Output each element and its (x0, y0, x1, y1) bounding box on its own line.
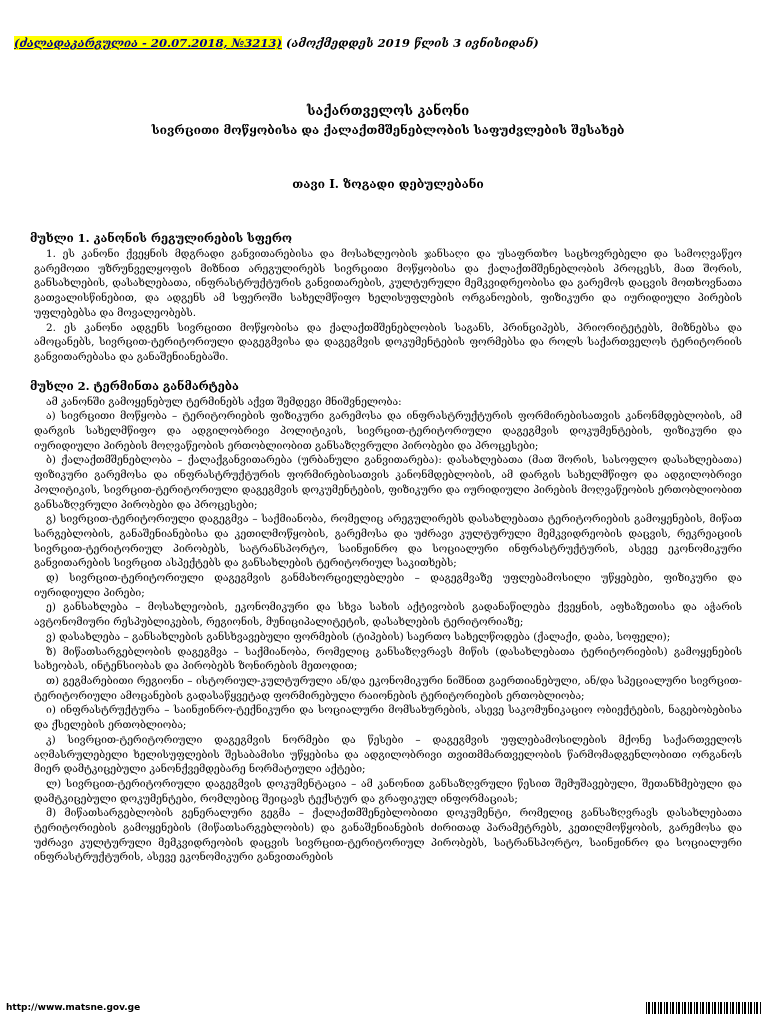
article-paragraph: ამ კანონში გამოყენებულ ტერმინებს აქვთ შემდეგი მნიშვნელობა: (46, 395, 402, 408)
definition-item: ზ) მიწათსარგებლობის დაგეგმვა – საქმიანობა, რომელიც განსაზღვრავს მიწის (დასახლებათა ტერიტორიების) გამოყენების სახეობას, ინტენსიობას და პირობებს ზონირების მეთოდით; (34, 645, 742, 673)
effective-date-note: (ამოქმედდეს 2019 წლის 3 ივნისიდან) (281, 36, 539, 50)
article-2 (30, 378, 742, 866)
footer-url[interactable]: http://www.matsne.gov.ge (6, 1003, 141, 1013)
article-heading: მუხლი 2. ტერმინთა განმარტება (30, 378, 239, 393)
article-1 (30, 231, 742, 365)
publication-note (14, 36, 742, 50)
barcode (646, 1002, 762, 1014)
definition-item: თ) გეგმარებითი რეგიონი – ისტორიულ-კულტურული ან/და ეკონომიკური ნიშნით გაერთიანებული, ან/და სპეციალური სივრცით-ტერიტორიული ამოცანების გადასაწყვეტად ფორმირებული რაიონების ტერიტორიების ერთობლიობა; (34, 674, 742, 702)
document-page (14, 36, 742, 865)
definition-item: ა) სივრცითი მოწყობა – ტერიტორიების ფიზიკური გარემოსა და ინფრასტრუქტურის ფორმირებისათვის კანონმდებლობის, ამ დარგის სახელმწიფო და ადგილობრივი პოლიტიკის, სივრცით-ტერიტორიული დაგეგმვის დოკუმენტების, ფიზიკური და იურიდიული პირების მოღვაწეობის ერთობლიობით განსაზღვრული პირობები და პროცესები; (34, 410, 742, 452)
definition-item: დ) სივრცით-ტერიტორიული დაგეგმვის განმახორციელებლები – დაგეგმვაზე უფლებამოსილი უწყებები, ფიზიკური და იურიდიული პირები; (34, 572, 742, 599)
definition-item: გ) სივრცით-ტერიტორიული დაგეგმვა – საქმიანობა, რომელიც არეგულირებს დასახლებათა ტერიტორიების გამოყენების, მიწათ სარგებლობის, განაშენიანებისა და კეთილმოწყობის, გარემოსა და უძრავი კულტურული მემკვიდრეობის დაცვის, რეკრეაციის სივრცით-ტერიტორიულ პირობებს, სატრანსპორტო, საინჟინრო და სოციალური ინფრასტრუქტურის, ასევე ეკონომიკური განვითარების სივრცით ასპექტებს და განსახლების ტერიტორიულ საკითხებს; (34, 513, 742, 570)
definition-item: ბ) ქალაქთმშენებლობა – ქალაქგანვითარება (ურბანული განვითარება): დასახლებათა (მათ შორის, სასოფლო დასახლებათა) ფიზიკური გარემოსა და ინფრასტრუქტურის ფორმირებისათვის კანონმდებლობის, ამ დარგის სახელმწიფო და ადგილობრივი პოლიტიკის, სივრცით-ტერიტორიული დაგეგმვის დოკუმენტების, ფიზიკური და იურიდიული პირების მოღვაწეობის ერთობლიობით განსაზღვრული პირობები და პროცესები; (34, 454, 742, 511)
chapter-heading: თავი I. ზოგადი დებულებანი (292, 177, 484, 191)
definition-item: მ) მიწათსარგებლობის გენერალური გეგმა – ქალაქთმშენებლობითი დოკუმენტი, რომელიც განსაზღვრავს დასახლებათა ტერიტორიების გამოყენების (მიწათსარგებლობის) და განაშენიანების ძირითად პარამეტრებს, კეთილმოწყობის, გარემოსა და უძრავი კულტურული მემკვიდრეობის დაცვის სივრცით-ტერიტორიულ პირობებს, სატრანსპორტო, საინჟინრო და სოციალური ინფრასტრუქტურის, ასევე ეკონომიკური განვითარების (34, 807, 742, 864)
law-subtitle: სივრცითი მოწყობისა და ქალაქთმშენებლობის საფუძვლების შესახებ (151, 123, 625, 137)
definition-item: ი) ინფრასტრუქტურა – საინჟინრო-ტექნიკური და სოციალური მომსახურების, ასევე საკომუნიკაციო ობიექტების, ნაგებობებისა და ქსელების ერთობლიობა; (34, 704, 742, 732)
definition-item: ვ) დასახლება – განსახლების განსხვავებული ფორმების (ტიპების) საერთო სახელწოდება (ქალაქი, დაბა, სოფელი); (46, 630, 671, 643)
article-paragraph: 1. ეს კანონი ქვეყნის მდგრადი განვითარებისა და მოსახლეობის ჯანსაღი და უსაფრთხო საცხოვრებელი და სამოღვაწეო გარემოთი უზრუნველყოფის მიზნით არეგულირებს სივრცითი მოწყობისა და ქალაქთმშენებლობის პროცესს, მათ შორის, განსახლების, დასახლებათა, ინფრასტრუქტურის განვითარების, კულტურული მემკვიდრეობისა და გარემოს დაცვის მოთხოვნათა გათვალისწინებით, და ადგენს ამ სფეროში სახელმწიფო ხელისუფლების ორგანოების, ფიზიკური და იურიდიული პირების უფლებებსა და მოვალეობებს. (34, 248, 742, 319)
article-paragraph: 2. ეს კანონი ადგენს სივრცითი მოწყობისა და ქალაქთმშენებლობის საგანს, პრინციპებს, პრიორიტეტებს, მიზნებსა და ამოცანებს, სივრცით-ტერიტორიული დაგეგმვისა და დაგეგმვის დოკუმენტების ფორმებსა და როლს საქართველოს ტერიტორიის განვითარებასა და განაშენიანებაში. (34, 321, 742, 363)
article-heading: მუხლი 1. კანონის რეგულირების სფერო (30, 231, 293, 245)
law-title: საქართველოს კანონი (306, 104, 470, 119)
repeal-link[interactable]: (ძალადაკარგულია - 20.07.2018, №3213) (14, 36, 282, 50)
definition-item: ე) განსახლება – მოსახლეობის, ეკონომიკური და სხვა სახის აქტივობის გადანაწილება ქვეყნის, აფხაზეთისა და აჭარის ავტონომიური რესპუბლიკების, რეგიონის, მუნიციპალიტეტის, დასახლების ტერიტორიაზე; (34, 601, 742, 629)
definition-item: ლ) სივრცით-ტერიტორიული დაგეგმვის დოკუმენტაცია – ამ კანონით განსაზღვრული წესით შემუშავებული, შეთანხმებული და დამტკიცებული დოკუმენტები, რომლებიც შეიცავს ტექსტურ და გრაფიკულ ინფორმაციას; (34, 777, 742, 805)
definition-item: კ) სივრცით-ტერიტორიული დაგეგმვის ნორმები და წესები – დაგეგმვის უფლებამოსილების მქონე საქართველოს აღმასრულებელი ხელისუფლების შესაბამისი უწყებისა და ადგილობრივი თვითმმართველობის წარმომადგენლობითი ორგანოს მიერ დამტკიცებული კანონქვემდებარე ნორმატიული აქტები; (34, 733, 742, 776)
